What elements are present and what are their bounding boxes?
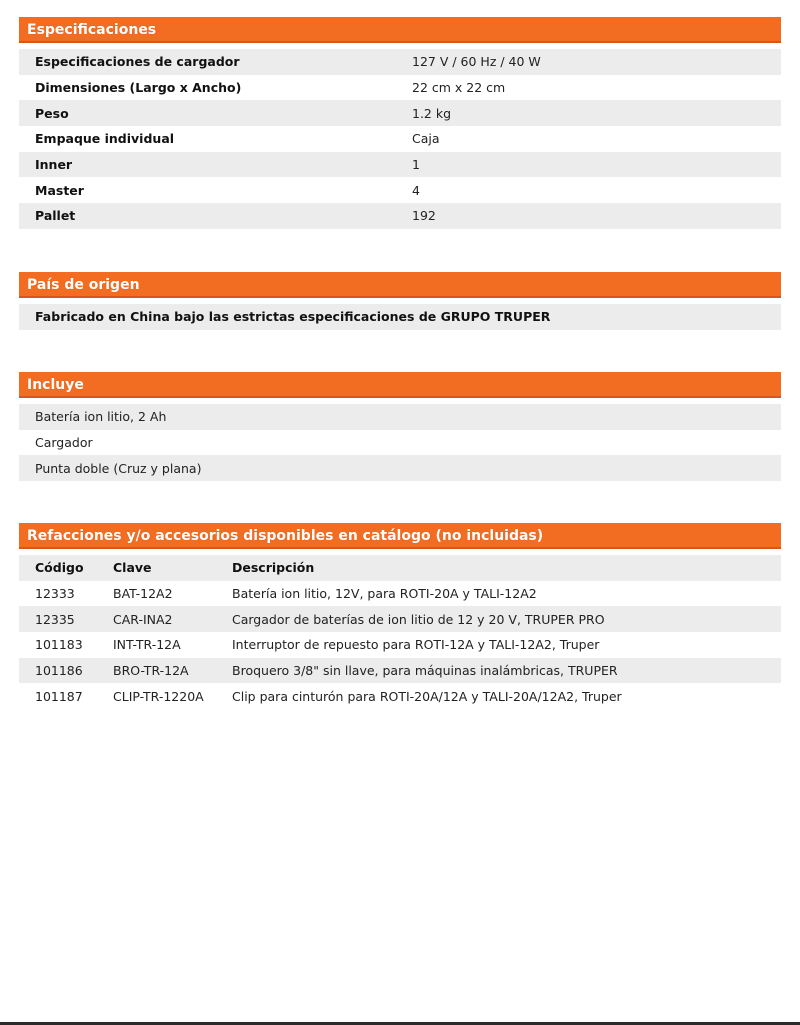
table-row — [19, 100, 781, 126]
accessories-section — [19, 523, 781, 709]
spec-value: Caja — [412, 131, 440, 147]
cell-clave: INT-TR-12A — [113, 637, 181, 653]
table-header-row — [19, 555, 781, 581]
spec-key: Peso — [35, 105, 69, 121]
accessories-table — [19, 555, 781, 709]
cell-description: Batería ion litio, 12V, para ROTI-20A y TALI-12A2 — [232, 586, 537, 602]
cell-description: Clip para cinturón para ROTI-20A/12A y TALI-20A/12A2, Truper — [232, 688, 622, 704]
includes-list — [19, 404, 781, 481]
accessories-header: Refacciones y/o accesorios disponibles en catálogo (no incluidas) — [19, 523, 781, 549]
table-row — [19, 632, 781, 658]
table-row — [19, 75, 781, 101]
includes-section — [19, 372, 781, 481]
table-row — [19, 203, 781, 229]
list-item: Batería ion litio, 2 Ah — [19, 404, 781, 430]
spec-value: 1 — [412, 157, 420, 173]
spec-key: Pallet — [35, 208, 76, 224]
spec-key: Especificaciones de cargador — [35, 54, 240, 70]
list-item: Punta doble (Cruz y plana) — [19, 455, 781, 481]
spec-key: Inner — [35, 157, 73, 173]
cell-description: Cargador de baterías de ion litio de 12 y 20 V, TRUPER PRO — [232, 611, 605, 627]
cell-clave: BAT-12A2 — [113, 586, 173, 602]
table-row — [19, 606, 781, 632]
specs-header: Especificaciones — [19, 17, 781, 43]
cell-code: 101187 — [35, 688, 83, 704]
table-row — [19, 177, 781, 203]
cell-clave: CLIP-TR-1220A — [113, 688, 204, 704]
spec-key: Dimensiones (Largo x Ancho) — [35, 80, 242, 96]
table-row — [19, 49, 781, 75]
table-row — [19, 581, 781, 607]
cell-clave: BRO-TR-12A — [113, 663, 189, 679]
origin-table — [19, 304, 781, 330]
origin-section — [19, 272, 781, 330]
spec-value: 22 cm x 22 cm — [412, 80, 506, 96]
column-header-clave: Clave — [113, 560, 152, 576]
origin-text: Fabricado en China bajo las estrictas especificaciones de GRUPO TRUPER — [19, 304, 781, 330]
list-item: Cargador — [35, 435, 93, 451]
spec-key: Empaque individual — [35, 131, 175, 147]
table-row — [19, 126, 781, 152]
cell-clave: CAR-INA2 — [113, 611, 173, 627]
cell-description: Interruptor de repuesto para ROTI-12A y TALI-12A2, Truper — [232, 637, 600, 653]
spec-value: 127 V / 60 Hz / 40 W — [412, 54, 541, 70]
cell-code: 12333 — [35, 586, 75, 602]
table-row — [19, 152, 781, 178]
origin-header: País de origen — [19, 272, 781, 298]
column-header-description: Descripción — [232, 560, 315, 576]
table-row — [19, 683, 781, 709]
cell-code: 101186 — [35, 663, 83, 679]
spec-value: 192 — [412, 208, 436, 224]
includes-header: Incluye — [19, 372, 781, 398]
spec-value: 4 — [412, 182, 420, 198]
spec-value: 1.2 kg — [412, 105, 452, 121]
column-header-code: Código — [35, 560, 84, 576]
cell-description: Broquero 3/8" sin llave, para máquinas inalámbricas, TRUPER — [232, 663, 618, 679]
cell-code: 101183 — [35, 637, 83, 653]
specs-section — [19, 17, 781, 229]
specs-table — [19, 49, 781, 229]
table-row — [19, 658, 781, 684]
cell-code: 12335 — [35, 611, 75, 627]
spec-key: Master — [35, 182, 84, 198]
